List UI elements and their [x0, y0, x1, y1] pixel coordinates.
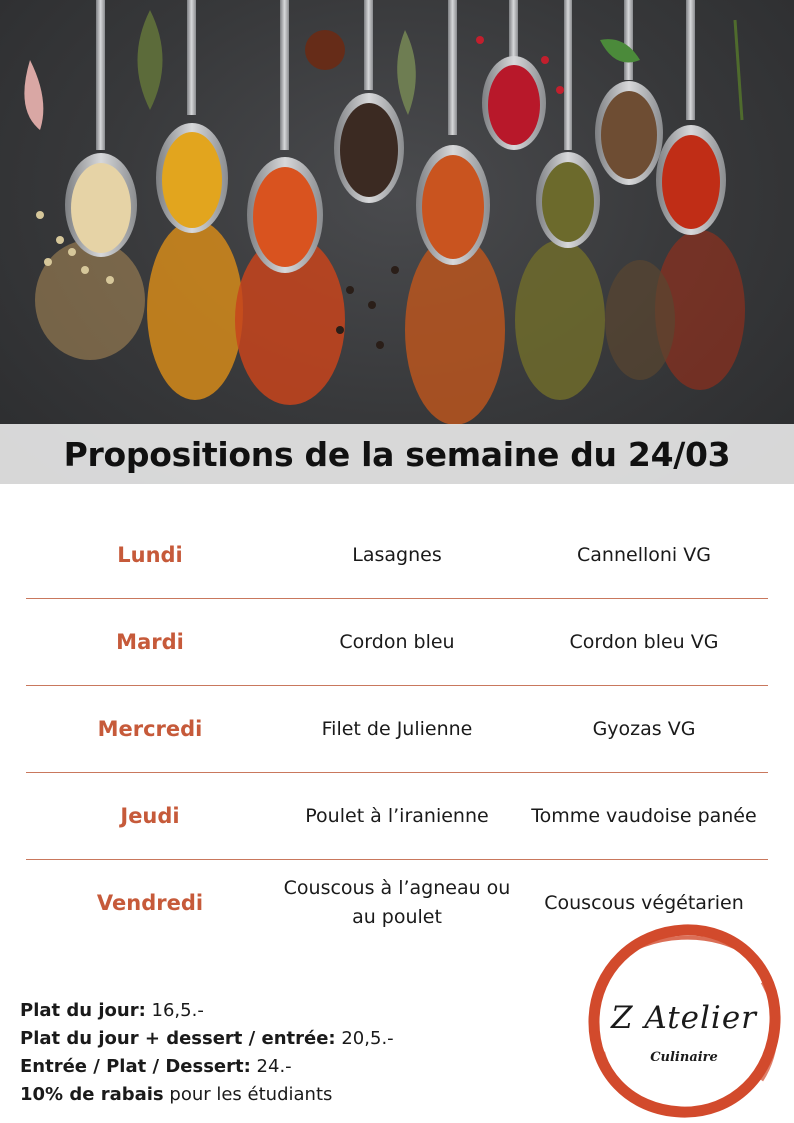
discount-text: pour les étudiants: [169, 1084, 333, 1105]
logo-subtitle: Culinaire: [650, 1050, 718, 1065]
price-value: 16,5.-: [151, 1000, 204, 1021]
logo: [585, 922, 783, 1120]
menu-row-mardi: [26, 599, 768, 686]
price-label: Entrée / Plat / Dessert:: [20, 1056, 251, 1077]
title-band: [0, 424, 794, 484]
price-line: [20, 1053, 540, 1081]
menu-row-mercredi: [26, 686, 768, 773]
weekly-menu-table: [26, 512, 768, 946]
dish-label: Lasagnes: [352, 543, 442, 566]
price-label: Plat du jour + dessert / entrée:: [20, 1028, 336, 1049]
veg-dish-label: Gyozas VG: [592, 717, 696, 740]
price-label: Plat du jour:: [20, 1000, 146, 1021]
price-line: [20, 1025, 540, 1053]
page-title: Propositions de la semaine du 24/03: [63, 434, 731, 474]
veg-dish-label: Couscous végétarien: [544, 891, 744, 914]
day-label: Mardi: [116, 629, 184, 654]
price-list: [20, 997, 540, 1109]
dish-label: Couscous à l’agneau ou au poulet: [283, 877, 511, 928]
day-label: Mercredi: [97, 716, 203, 741]
logo-name: Z Atelier: [610, 1000, 758, 1036]
veg-dish-label: Tomme vaudoise panée: [531, 804, 757, 827]
spice-spoons-photo: [0, 0, 794, 484]
dish-label: Poulet à l’iranienne: [305, 804, 489, 827]
discount-label: 10% de rabais: [20, 1084, 164, 1105]
hero-spices-image: [0, 0, 794, 484]
veg-dish-label: Cannelloni VG: [577, 543, 711, 566]
dish-label: Filet de Julienne: [321, 717, 473, 740]
price-value: 20,5.-: [341, 1028, 394, 1049]
menu-row-lundi: [26, 512, 768, 599]
discount-line: [20, 1081, 540, 1109]
price-line: [20, 997, 540, 1025]
dish-label: Cordon bleu: [339, 630, 455, 653]
day-label: Vendredi: [96, 890, 204, 915]
veg-dish-label: Cordon bleu VG: [569, 630, 719, 653]
menu-row-jeudi: [26, 773, 768, 860]
price-value: 24.-: [256, 1056, 292, 1077]
day-label: Jeudi: [120, 803, 180, 828]
day-label: Lundi: [117, 542, 183, 567]
